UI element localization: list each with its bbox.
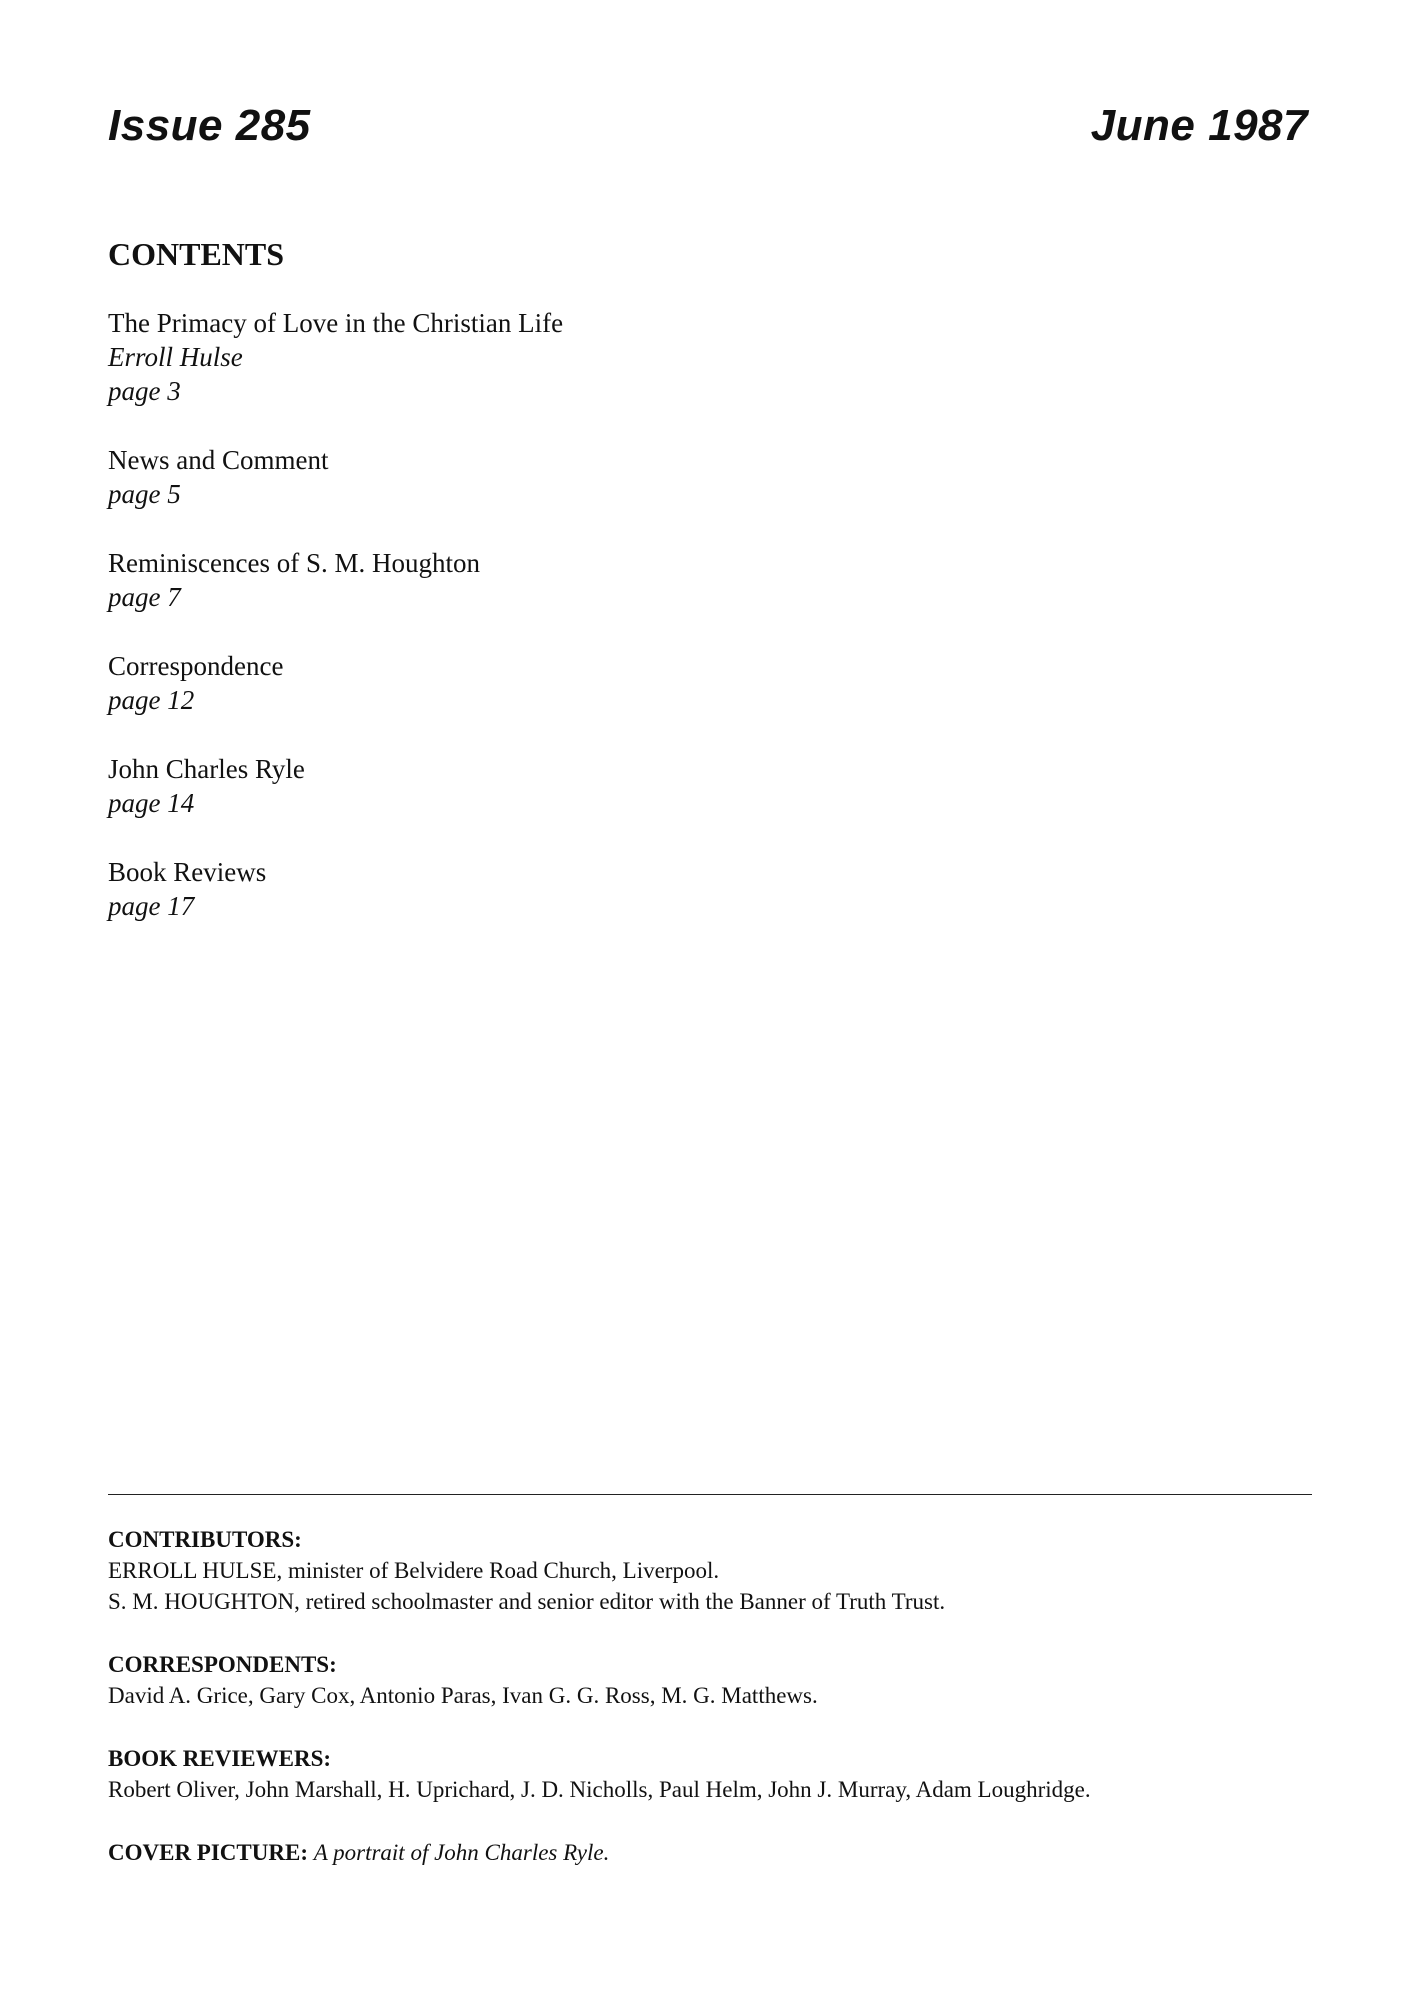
page-header — [108, 96, 1308, 156]
correspondents-list: David A. Grice, Gary Cox, Antonio Paras, Ivan G. G. Ross, M. G. Matthews. — [108, 1683, 818, 1708]
book-reviewers-list: Robert Oliver, John Marshall, H. Uprichard, J. D. Nicholls, Paul Helm, John J. Murray, Adam Loughridge. — [108, 1777, 1091, 1802]
credits-footer — [108, 1524, 1318, 1900]
cover-picture-section — [108, 1837, 1318, 1868]
entry-page: page 17 — [108, 891, 195, 921]
entry-page: page 7 — [108, 582, 181, 612]
contributors-section — [108, 1524, 1318, 1617]
entry-title: John Charles Ryle — [108, 754, 305, 784]
contents-entry — [108, 649, 563, 717]
issue-number: Issue 285 — [108, 101, 311, 150]
contents-entry — [108, 752, 563, 820]
entry-title: Correspondence — [108, 651, 284, 681]
entry-page: page 12 — [108, 685, 195, 715]
contributor-line: S. M. HOUGHTON, retired schoolmaster and senior editor with the Banner of Truth Trust. — [108, 1589, 946, 1614]
entry-author: Erroll Hulse — [108, 342, 243, 372]
entry-page: page 14 — [108, 788, 195, 818]
entry-page: page 3 — [108, 376, 181, 406]
book-reviewers-section — [108, 1743, 1318, 1805]
contents-entry — [108, 306, 563, 408]
entry-title: News and Comment — [108, 445, 329, 475]
book-reviewers-label: BOOK REVIEWERS: — [108, 1746, 332, 1771]
section-divider — [108, 1494, 1312, 1495]
cover-picture-caption: A portrait of John Charles Ryle. — [313, 1840, 610, 1865]
contents-heading: CONTENTS — [108, 236, 285, 272]
contents-entry — [108, 546, 563, 614]
entry-title: The Primacy of Love in the Christian Life — [108, 308, 564, 338]
entry-title: Book Reviews — [108, 857, 267, 887]
contents-list — [108, 306, 563, 958]
issue-date: June 1987 — [1090, 101, 1308, 150]
correspondents-label: CORRESPONDENTS: — [108, 1652, 337, 1677]
entry-page: page 5 — [108, 479, 181, 509]
cover-picture-label: COVER PICTURE: — [108, 1840, 314, 1865]
contributors-label: CONTRIBUTORS: — [108, 1527, 302, 1552]
entry-title: Reminiscences of S. M. Houghton — [108, 548, 480, 578]
correspondents-section — [108, 1649, 1318, 1711]
contents-entry — [108, 443, 563, 511]
contributor-line: ERROLL HULSE, minister of Belvidere Road Church, Liverpool. — [108, 1558, 720, 1583]
contents-entry — [108, 855, 563, 923]
